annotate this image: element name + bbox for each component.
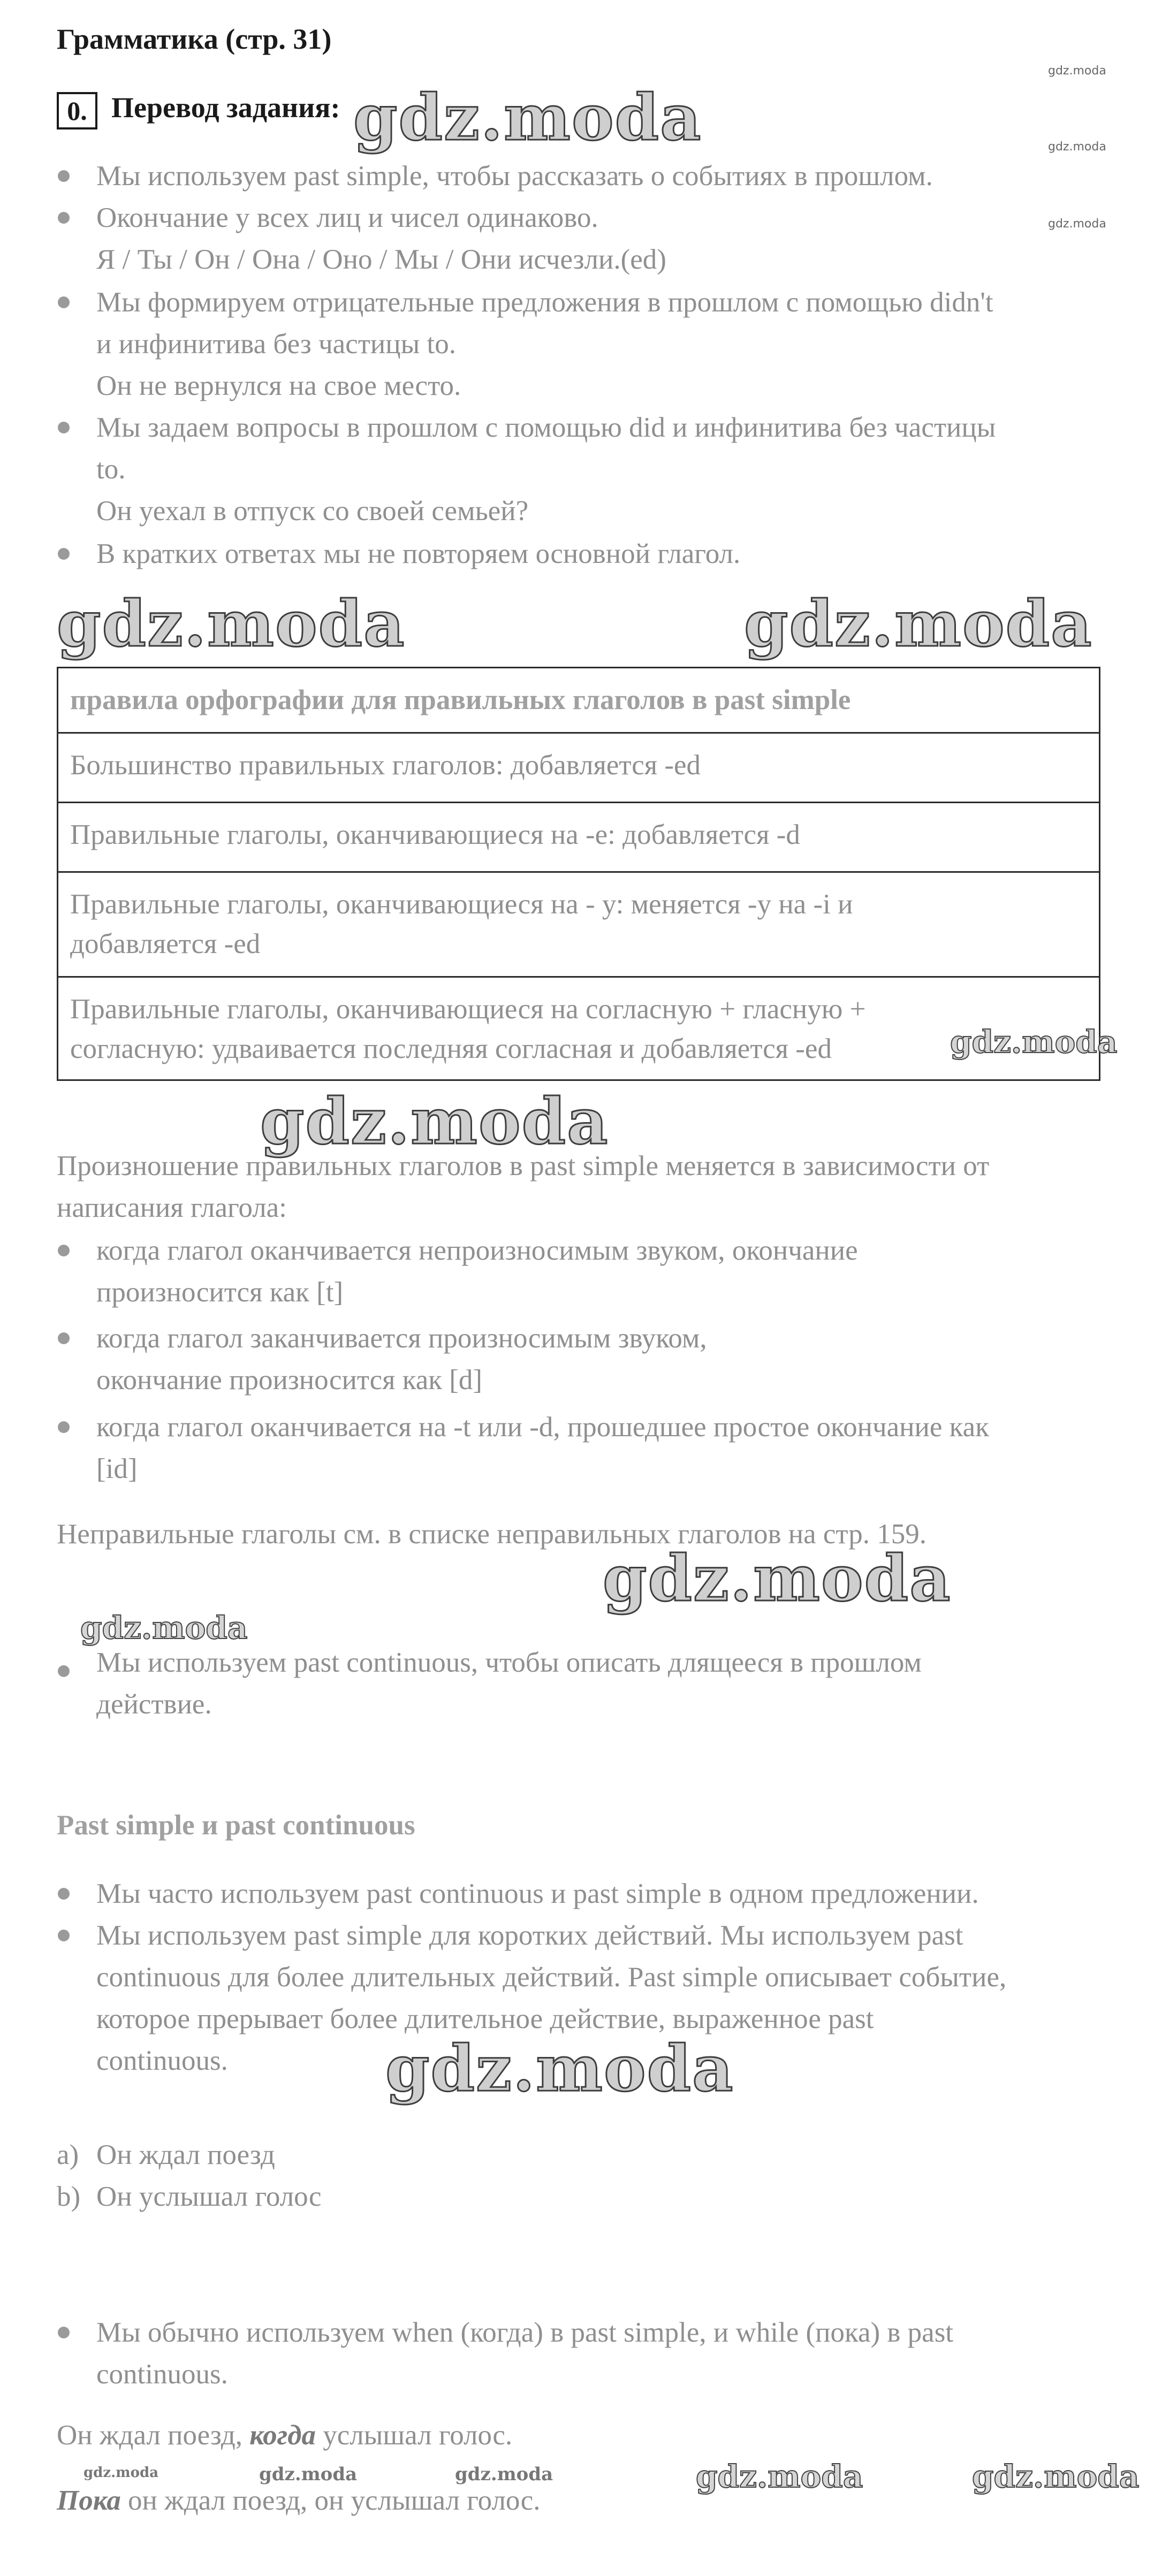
watermark-medium: gdz.moda — [972, 2458, 1140, 2495]
bullet-dot — [58, 170, 70, 182]
table-row — [58, 803, 1099, 873]
sentence-part: он ждал поезд, он услышал голос. — [120, 2485, 541, 2516]
table-header: правила орфографии для правильных глаголов в past simple — [70, 684, 851, 715]
irregular-verbs-note: Неправильные глаголы см. в списке неправильных глаголов на стр. 159. — [57, 1519, 926, 1550]
table-cell: Большинство правильных глаголов: добавляется -ed — [70, 750, 701, 781]
watermark-large: gdz.moda — [385, 2031, 734, 2106]
bullet-text: когда глагол заканчивается произносимым звуком, — [96, 1323, 707, 1354]
bullet-text: Мы используем past simple для коротких действий. Мы используем past — [96, 1920, 963, 1951]
watermark-large: gdz.moda — [603, 1541, 952, 1615]
example-sentence-when — [57, 2414, 512, 2456]
bullet-text: Он уехал в отпуск со своей семьей? — [96, 496, 529, 527]
bullet-dot — [58, 296, 70, 308]
section-heading: Past simple и past continuous — [57, 1810, 415, 1841]
table-cell: Правильные глаголы, оканчивающиеся на согласную + гласную + — [70, 994, 866, 1025]
bullet-dot — [58, 212, 70, 224]
task-number-box: 0. — [57, 92, 97, 129]
bullet-dot — [58, 548, 70, 560]
example-text: Он ждал поезд — [96, 2139, 275, 2170]
watermark-large: gdz.moda — [353, 80, 702, 155]
watermark-small: gdz.moda — [83, 2465, 159, 2481]
bullet-text: действие. — [96, 1689, 212, 1720]
table-row — [58, 978, 1099, 1079]
example-marker: a) — [57, 2139, 79, 2170]
bullet-dot — [58, 1665, 70, 1677]
task-label: Перевод задания: — [111, 92, 340, 124]
watermark-small: gdz.moda — [1048, 64, 1106, 78]
bullet-text: Окончание у всех лиц и чисел одинаково. — [96, 202, 598, 233]
watermark-large: gdz.moda — [260, 1084, 609, 1159]
bullet-dot — [58, 2327, 70, 2338]
emphasis-word: когда — [249, 2420, 316, 2451]
sentence-part: услышал голос. — [316, 2420, 513, 2451]
watermark-medium: gdz.moda — [950, 1024, 1118, 1060]
bullet-text: когда глагол оканчивается на -t или -d, прошедшее простое окончание как — [96, 1412, 989, 1443]
table-cell: Правильные глаголы, оканчивающиеся на - у: меняется -у на -i и — [70, 889, 853, 920]
sentence-part: Он ждал поезд, — [57, 2420, 250, 2451]
bullet-text: В кратких ответах мы не повторяем основной глагол. — [96, 538, 741, 569]
bullet-text: и инфинитива без частицы to. — [96, 329, 456, 360]
example-marker: b) — [57, 2181, 81, 2212]
bullet-text: произносится как [t] — [96, 1277, 344, 1308]
bullet-text: которое прерывает более длительное действие, выраженное past — [96, 2003, 874, 2034]
emphasis-word: Пока — [57, 2485, 121, 2516]
bullet-text: Мы обычно используем when (когда) в past simple, и while (пока) в past — [96, 2317, 954, 2348]
watermark-large: gdz.moda — [57, 586, 406, 661]
bullet-text: continuous. — [96, 2359, 228, 2390]
bullet-text: continuous для более длительных действий. Past simple описывает событие, — [96, 1962, 1007, 1993]
bullet-text: Он не вернулся на свое место. — [96, 370, 461, 401]
watermark-small: gdz.moda — [259, 2464, 358, 2485]
bullet-dot — [58, 1245, 70, 1256]
watermark-medium: gdz.moda — [696, 2458, 863, 2495]
example-text: Он услышал голос — [96, 2181, 322, 2212]
bullet-text: Мы часто используем past continuous и past simple в одном предложении. — [96, 1878, 979, 1909]
pronunciation-intro: Произношение правильных глаголов в past simple меняется в зависимости от — [57, 1150, 990, 1182]
spelling-rules-table — [57, 667, 1118, 1081]
bullet-text: to. — [96, 454, 126, 485]
bullet-text: continuous. — [96, 2045, 228, 2076]
watermark-small: gdz.moda — [455, 2464, 553, 2485]
bullet-text: Мы используем past simple, чтобы рассказать о событиях в прошлом. — [96, 161, 933, 192]
watermark-large: gdz.moda — [744, 586, 1093, 661]
table-cell: добавляется -ed — [70, 928, 261, 959]
table-row — [58, 734, 1099, 803]
bullet-text: окончание произносится как [d] — [96, 1365, 483, 1396]
bullet-text: Мы задаем вопросы в прошлом с помощью did и инфинитива без частицы — [96, 412, 996, 443]
bullet-text: когда глагол оканчивается непроизносимым звуком, окончание — [96, 1235, 858, 1266]
watermark-small: gdz.moda — [1048, 217, 1106, 231]
page-title: Грамматика (стр. 31) — [57, 23, 332, 55]
bullet-text: Мы используем past continuous, чтобы описать длящееся в прошлом — [96, 1647, 922, 1678]
bullet-dot — [58, 1888, 70, 1900]
table-header-row — [58, 668, 1099, 734]
table-cell: Правильные глаголы, оканчивающиеся на -е: добавляется -d — [70, 819, 800, 850]
watermark-small: gdz.moda — [1048, 140, 1106, 154]
pronunciation-intro: написания глагола: — [57, 1192, 287, 1223]
table-cell: согласную: удваивается последняя согласная и добавляется -ed — [70, 1033, 832, 1064]
bullet-dot — [58, 1930, 70, 1941]
bullet-text: [id] — [96, 1453, 138, 1484]
bullet-text: Я / Ты / Он / Она / Оно / Мы / Они исчезли.(ed) — [96, 244, 666, 275]
example-sentence-while — [57, 2480, 541, 2521]
bullet-dot — [58, 422, 70, 433]
table-row — [58, 873, 1099, 978]
bullet-text: Мы формируем отрицательные предложения в прошлом с помощью didn't — [96, 287, 993, 318]
bullet-dot — [58, 1421, 70, 1433]
watermark-medium: gdz.moda — [80, 1610, 248, 1646]
bullet-dot — [58, 1332, 70, 1344]
